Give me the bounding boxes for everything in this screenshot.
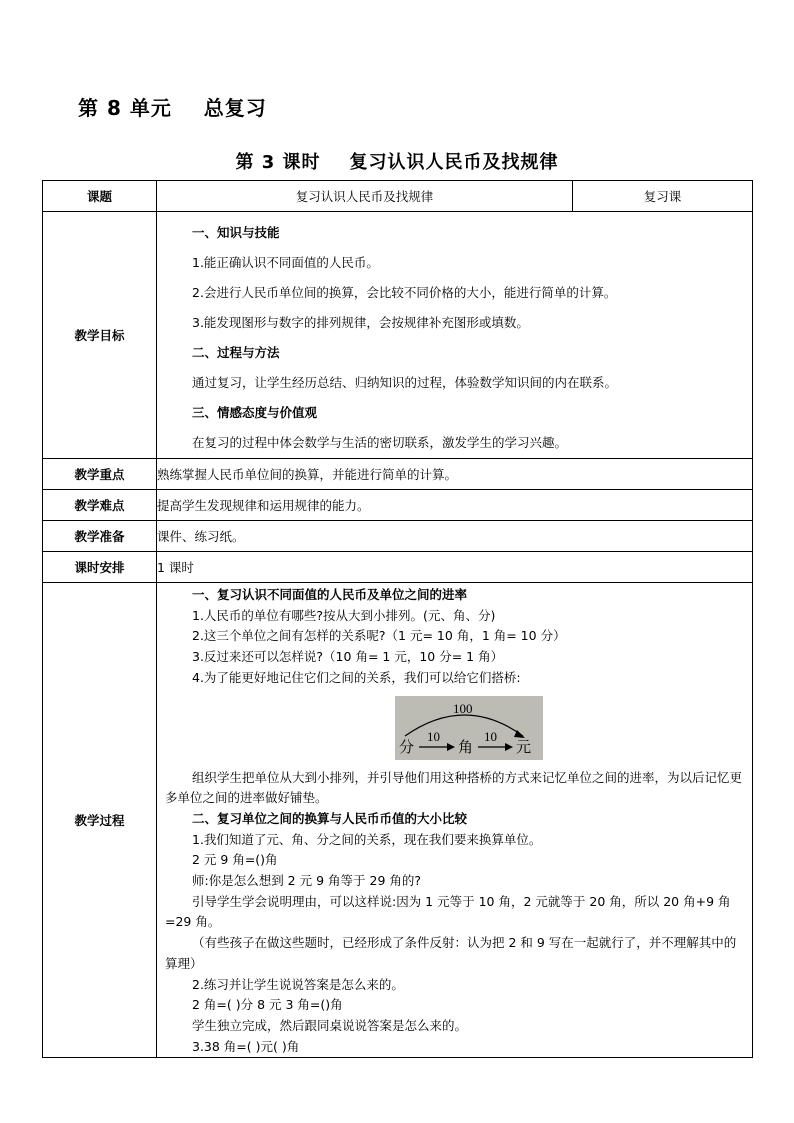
- process-line: 2 元 9 角=()角: [192, 852, 278, 868]
- key-value: 熟练掌握人民币单位间的换算，并能进行简单的计算。: [157, 459, 753, 490]
- goals-heading-2: 二、过程与方法: [192, 345, 280, 360]
- topic-label: 课题: [43, 181, 157, 212]
- prep-label: 教学准备: [43, 521, 157, 552]
- goals-item-3: 3.能发现图形与数字的排列规律，会按规律补充图形或填数。: [192, 315, 529, 330]
- time-label: 课时安排: [43, 552, 157, 583]
- time-row: [43, 552, 753, 583]
- goals-heading-3: 三、情感态度与价值观: [192, 405, 318, 420]
- rate-label-1: 10: [427, 728, 440, 744]
- lesson-type: 复习课: [573, 181, 753, 212]
- process-line: 组织学生把单位从大到小排列，并引导他们用这种搭桥的方式来记忆单位之间的进率，为以后记忆更多单位之间的进率做好铺垫。: [165, 769, 743, 806]
- process-line: 1.人民币的单位有哪些?按从大到小排列。(元、角、分): [192, 607, 496, 623]
- prep-value: 课件、练习纸。: [157, 521, 753, 552]
- lesson-plan-table: [42, 180, 753, 1058]
- unit-title: 第 8 单元 总复习: [78, 96, 267, 120]
- process-cell: [157, 583, 753, 1058]
- process-line: 3.38 角=( )元( )角: [192, 1038, 300, 1054]
- process-line: 2.这三个单位之间有怎样的关系呢?（1 元= 10 角，1 角= 10 分）: [192, 628, 566, 644]
- goals-item-2: 2.会进行人民币单位间的换算，会比较不同价格的大小，能进行简单的计算。: [192, 285, 617, 300]
- goals-item-4: 通过复习，让学生经历总结、归纳知识的过程，体验数学知识间的内在联系。: [192, 375, 618, 390]
- difficulty-row: [43, 490, 753, 521]
- process-line: （有些孩子在做这些题时，已经形成了条件反射：认为把 2 和 9 写在一起就行了，并不理解其中的算理）: [165, 935, 737, 971]
- prep-row: [43, 521, 753, 552]
- goals-heading-1: 一、知识与技能: [192, 225, 280, 240]
- key-row: [43, 459, 753, 490]
- goals-item-5: 在复习的过程中体会数学与生活的密切联系，激发学生的学习兴趣。: [192, 435, 568, 450]
- bridge-rate-top: 100: [453, 700, 473, 716]
- process-row: [43, 583, 753, 1058]
- unit-jiao: 角: [458, 737, 474, 756]
- difficulty-label: 教学难点: [43, 490, 157, 521]
- lesson-title: 第 3 课时 复习认识人民币及找规律: [235, 152, 559, 173]
- process-line: 1.我们知道了元、角、分之间的关系，现在我们要来换算单位。: [192, 831, 542, 847]
- topic-row: [43, 181, 753, 212]
- rate-label-2: 10: [484, 728, 497, 744]
- goals-cell: [157, 212, 753, 459]
- goals-row: [43, 212, 753, 459]
- difficulty-value: 提高学生发现规律和运用规律的能力。: [157, 490, 753, 521]
- unit-fen: 分: [399, 737, 415, 756]
- goals-label: 教学目标: [43, 212, 157, 459]
- process-line: 引导学生学会说明理由，可以这样说:因为 1 元等于 10 角，2 元就等于 20 角，所以 20 角+9 角=29 角。: [165, 893, 731, 930]
- topic-value: 复习认识人民币及找规律: [157, 181, 573, 212]
- key-label: 教学重点: [43, 459, 157, 490]
- unit-yuan: 元: [516, 737, 532, 756]
- unit-bridge-diagram: [395, 696, 543, 760]
- process-heading-1: 一、复习认识不同面值的人民币及单位之间的进率: [192, 587, 468, 602]
- process-heading-2: 二、复习单位之间的换算与人民币币值的大小比较: [192, 810, 468, 826]
- time-value: 1 课时: [157, 552, 753, 583]
- process-line: 2 角=( )分 8 元 3 角=()角: [192, 997, 343, 1013]
- process-line: 4.为了能更好地记住它们之间的关系，我们可以给它们搭桥:: [192, 669, 521, 685]
- process-label: 教学过程: [43, 583, 157, 1058]
- process-line: 2.练习并让学生说说答案是怎么来的。: [192, 976, 404, 992]
- process-line: 学生独立完成，然后跟同桌说说答案是怎么来的。: [192, 1017, 468, 1033]
- goals-item-1: 1.能正确认识不同面值的人民币。: [192, 255, 379, 270]
- process-line: 师:你是怎么想到 2 元 9 角等于 29 角的?: [192, 873, 421, 889]
- process-line: 3.反过来还可以怎样说?（10 角= 1 元，10 分= 1 角）: [192, 649, 504, 665]
